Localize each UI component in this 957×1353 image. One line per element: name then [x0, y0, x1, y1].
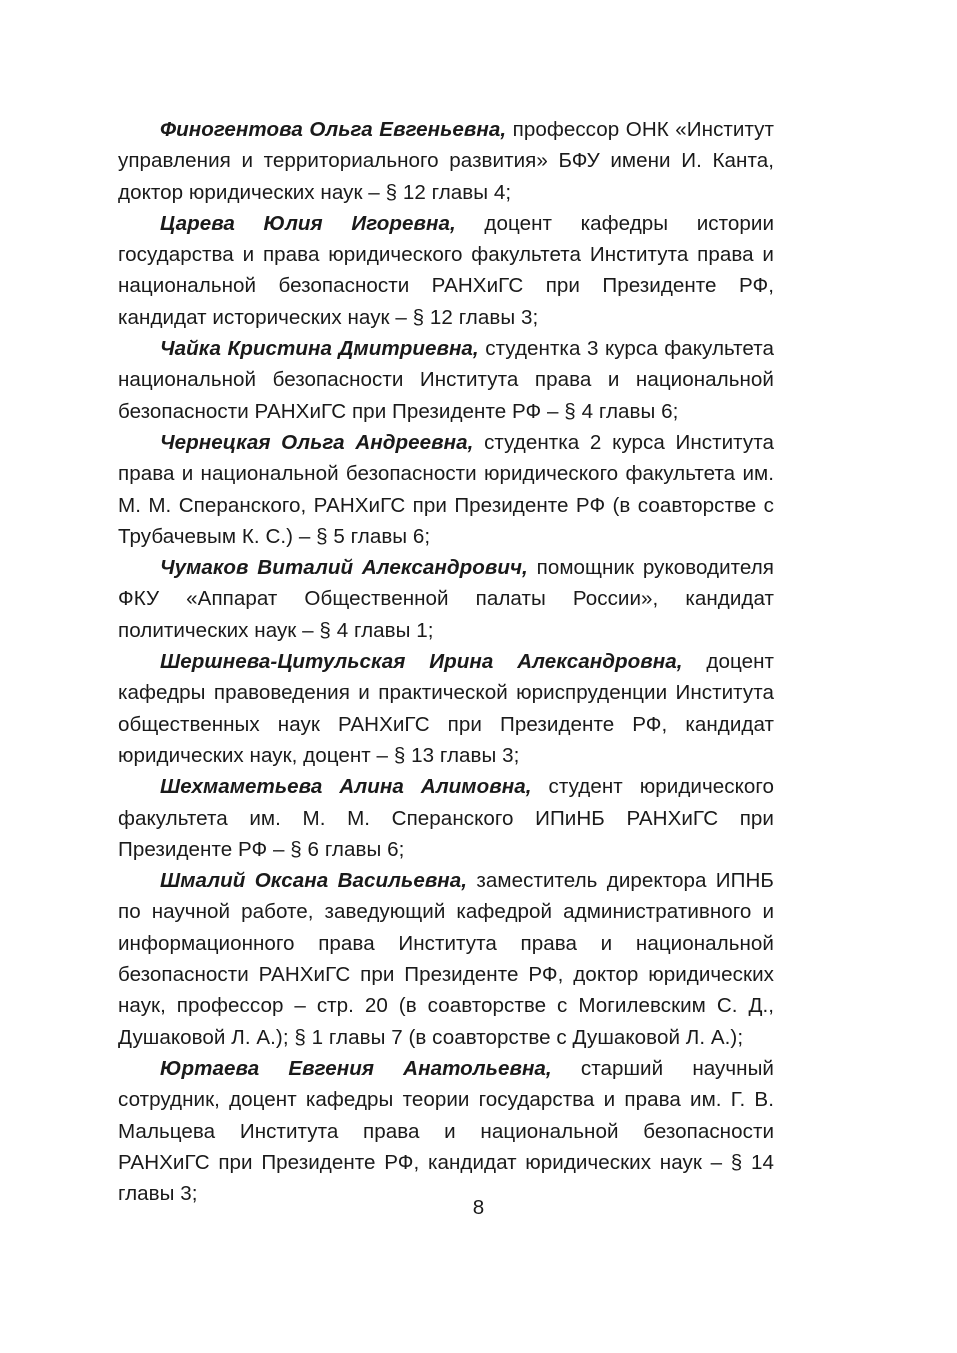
author-description: заместитель директора ИПНБ по научной работе, заведующий кафедрой административного и информационного права Института права и национальной безопасности РАНХиГС при Президенте РФ, доктор юридических наук, профессор – стр. 20 (в соавторстве с Могилевским С. Д., Душаковой Л. А.); § 1 главы 7 (в соавторстве с Душаковой Л. А.);	[118, 869, 774, 1049]
author-name: Юртаева Евгения Анатольевна,	[160, 1056, 552, 1080]
author-description: старший научный сотрудник, доцент кафедры теории государства и права им. Г. В. Мальцева Института права и национальной безопасности РАНХиГС при Президенте РФ, кандидат юридических наук – § 14 главы 3;	[118, 1056, 774, 1206]
author-entry	[118, 208, 774, 333]
author-description: доцент кафедры истории государства и права юридического факультета Института права и национальной безопасности РАНХиГС при Президенте РФ, кандидат исторических наук – § 12 главы 3;	[118, 211, 775, 329]
author-list	[118, 114, 774, 1209]
author-description: студентка 3 курса факультета национальной безопасности Института права и национальной безопасности РАНХиГС при Президенте РФ – § 4 главы 6;	[118, 337, 775, 423]
author-entry	[118, 771, 774, 865]
author-description: помощник руководителя ФКУ «Аппарат Общественной палаты России», кандидат политических наук – § 4 главы 1;	[118, 556, 775, 642]
author-entry	[118, 333, 774, 427]
author-entry	[118, 1053, 774, 1209]
author-entry	[118, 427, 774, 552]
author-name: Чумаков Виталий Александрович,	[160, 556, 528, 580]
author-name: Царева Юлия Игоревна,	[160, 211, 456, 235]
author-entry	[118, 552, 774, 646]
author-name: Шмалий Оксана Васильевна,	[160, 869, 468, 893]
author-name: Шехмаметьева Алина Алимовна,	[160, 775, 532, 799]
author-description: студентка 2 курса Института права и национальной безопасности юридического факультета им. М. М. Сперанского, РАНХиГС при Президенте РФ (в соавторстве с Трубачевым К. С.) – § 5 главы 6;	[118, 430, 774, 548]
author-entry	[118, 646, 774, 771]
author-name: Чайка Кристина Дмитриевна,	[160, 337, 479, 361]
author-name: Финогентова Ольга Евгеньевна,	[160, 118, 507, 141]
author-description: профессор ОНК «Институт управления и территориального развития» БФУ имени И. Канта, доктор юридических наук – § 12 главы 4;	[118, 118, 774, 204]
page-number: 8	[472, 1196, 485, 1219]
author-name: Шершнева-Цитульская Ирина Александровна,	[160, 650, 683, 674]
author-name: Чернецкая Ольга Андреевна,	[160, 430, 474, 454]
author-description: студент юридического факультета им. М. М. Сперанского ИПиНБ РАНХиГС при Президенте РФ – § 6 главы 6;	[118, 775, 774, 861]
author-entry	[118, 865, 774, 1053]
author-entry	[118, 114, 774, 208]
author-description: доцент кафедры правоведения и практической юриспруденции Института общественных наук РАНХиГС при Президенте РФ, кандидат юридических наук, доцент – § 13 главы 3;	[118, 650, 774, 767]
